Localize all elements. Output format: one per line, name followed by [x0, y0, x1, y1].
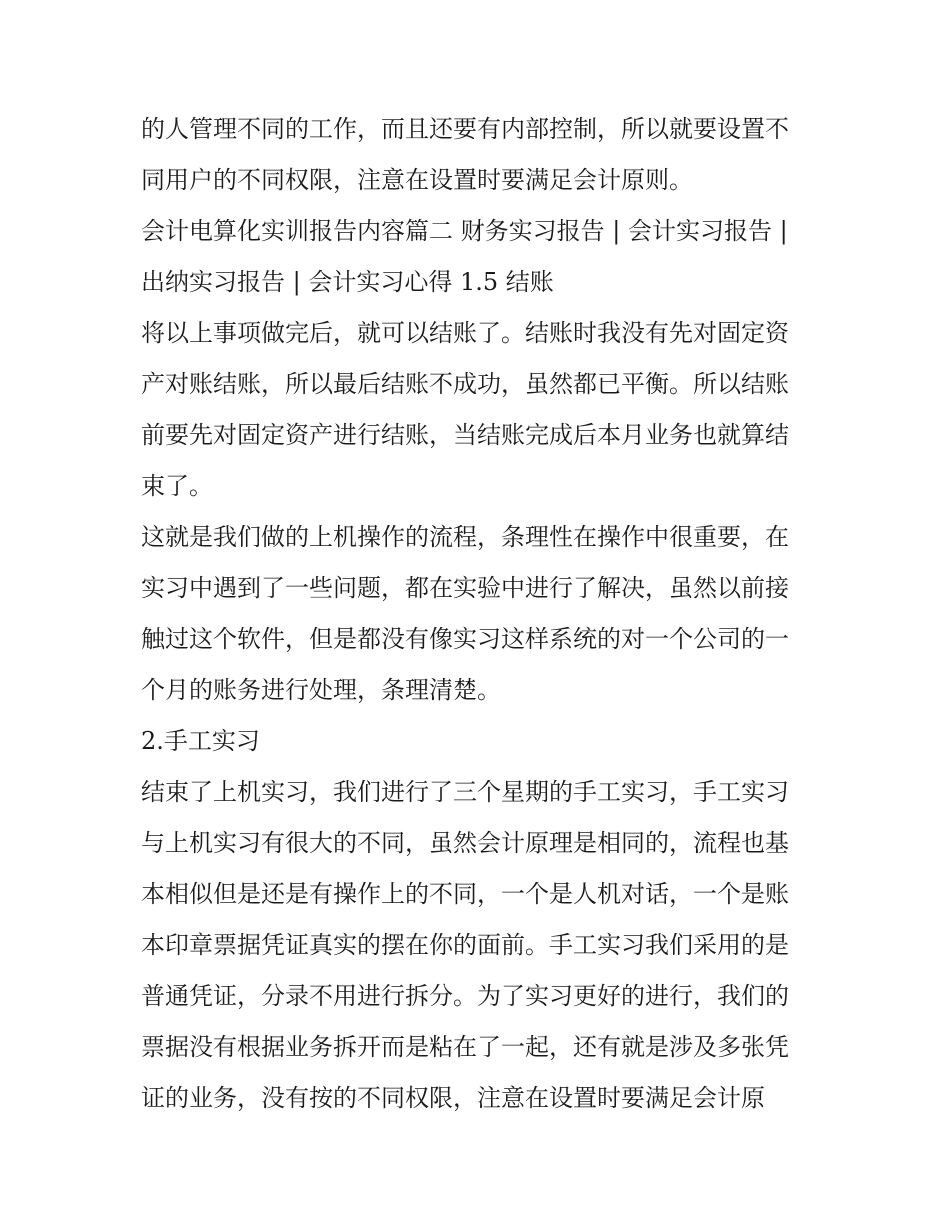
- section-title-line: 会计电算化实训报告内容篇二 财务实习报告 | 会计实习报告 |: [141, 217, 788, 245]
- text-line: 证的业务，没有按的不同权限，注意在设置时要满足会计原: [141, 1084, 765, 1112]
- text-line: 束了。: [141, 472, 213, 500]
- text-line: 与上机实习有很大的不同，虽然会计原理是相同的，流程也基: [141, 829, 789, 857]
- text-line: 前要先对固定资产进行结账，当结账完成后本月业务也就算结: [141, 421, 789, 449]
- section-title-line: 出纳实习报告 | 会计实习心得 1.5 结账: [141, 268, 554, 296]
- text-line: 本印章票据凭证真实的摆在你的面前。手工实习我们采用的是: [141, 931, 789, 959]
- text-line: 本相似但是还是有操作上的不同，一个是人机对话，一个是账: [141, 880, 789, 908]
- text-line: 的人管理不同的工作，而且还要有内部控制，所以就要设置不: [141, 115, 789, 143]
- text-line: 触过这个软件，但是都没有像实习这样系统的对一个公司的一: [141, 625, 789, 653]
- text-line: 个月的账务进行处理，条理清楚。: [141, 676, 501, 704]
- text-line: 票据没有根据业务拆开而是粘在了一起，还有就是涉及多张凭: [141, 1033, 789, 1061]
- text-line: 将以上事项做完后，就可以结账了。结账时我没有先对固定资: [141, 319, 789, 347]
- text-line: 这就是我们做的上机操作的流程，条理性在操作中很重要，在: [141, 523, 789, 551]
- text-line: 产对账结账，所以最后结账不成功，虽然都已平衡。所以结账: [141, 370, 789, 398]
- body-text: [141, 104, 821, 1124]
- text-line: 结束了上机实习，我们进行了三个星期的手工实习，手工实习: [141, 778, 789, 806]
- text-line: 同用户的不同权限，注意在设置时要满足会计原则。: [141, 166, 693, 194]
- section-heading: 2.手工实习: [141, 727, 260, 755]
- text-line: 普通凭证，分录不用进行拆分。为了实习更好的进行，我们的: [141, 982, 789, 1010]
- text-line: 实习中遇到了一些问题，都在实验中进行了解决，虽然以前接: [141, 574, 789, 602]
